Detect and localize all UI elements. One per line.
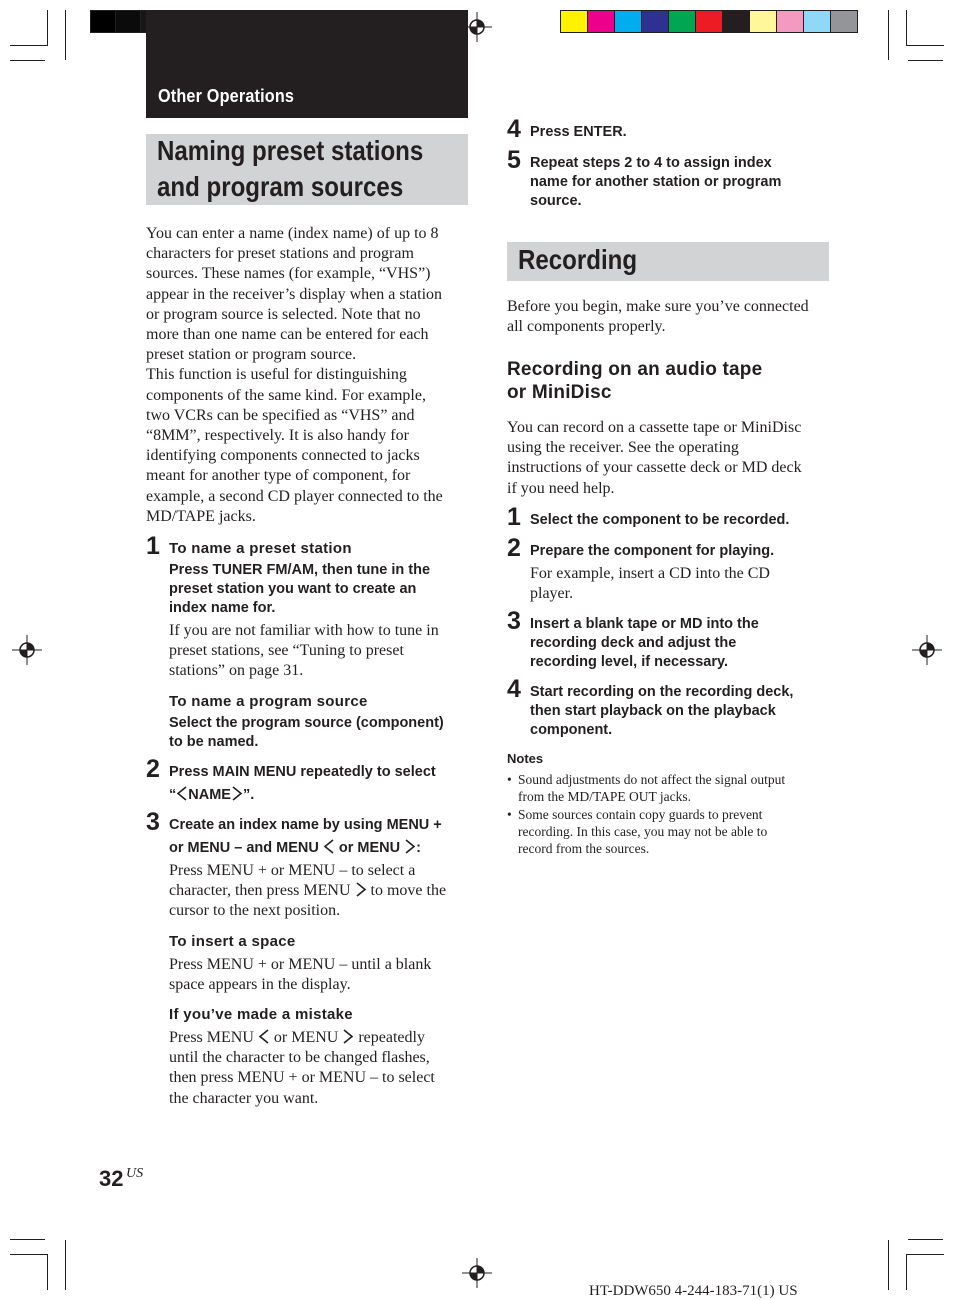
rec-step2-body (530, 564, 840, 604)
color-swatch (776, 10, 804, 33)
crop-mark (65, 10, 66, 60)
crop-mark (906, 1254, 907, 1290)
body-line: You can record on a cassette tape or MiniDisc (507, 419, 802, 436)
rec-step2-instruction: Prepare the component for playing. (530, 543, 775, 559)
crop-mark (907, 45, 944, 46)
crop-mark (47, 1254, 48, 1290)
rec-step3-instruction (530, 615, 840, 672)
body-part: repeatedly (358, 1029, 425, 1046)
arrow-right-icon (355, 882, 367, 897)
arrow-right-icon (404, 839, 416, 854)
crop-mark (906, 10, 907, 46)
intro-line: This function is useful for distinguishing (146, 366, 407, 384)
step-number: 1 (146, 532, 160, 560)
instruction-line (169, 839, 479, 858)
instruction-line: component. (530, 722, 613, 738)
intro-line: example, a second CD player connected to the (146, 487, 443, 505)
step2-instruction (169, 763, 479, 805)
crop-mark (10, 1239, 45, 1240)
body-line (169, 881, 479, 901)
step1-body (169, 621, 479, 682)
instruction-line: Select the program source (component) (169, 715, 444, 731)
instruction-line: Press TUNER FM/AM, then tune in the (169, 562, 431, 578)
color-swatch (830, 10, 858, 33)
crop-mark (908, 60, 943, 61)
intro-line: all components properly. (507, 318, 666, 336)
crop-mark (888, 10, 889, 60)
intro-line: MD/TAPE jacks. (146, 507, 256, 525)
instruction-line: Create an index name by using MENU + (169, 817, 442, 833)
notes-heading: Notes (507, 751, 544, 766)
note-item (507, 806, 818, 857)
intro-line: sources. These names (for example, “VHS”) (146, 265, 431, 283)
instruction-line: then start playback on the playback (530, 703, 776, 719)
arrow-left-icon (323, 839, 335, 854)
crop-mark (908, 1239, 943, 1240)
step3-instruction (169, 816, 479, 858)
step-number: 4 (507, 675, 521, 703)
body-line: For example, insert a CD into the CD (530, 565, 770, 582)
step1-heading2: To name a program source (169, 693, 368, 710)
step-number: 3 (146, 808, 160, 836)
crop-mark (65, 1240, 66, 1290)
instruction-line: source. (530, 193, 582, 209)
step1-instruction (169, 561, 479, 618)
recording-body (507, 418, 837, 499)
color-swatch (803, 10, 831, 33)
color-swatch (90, 10, 116, 33)
color-swatch (115, 10, 141, 33)
body-part: or MENU (273, 1029, 339, 1046)
intro-line: preset station or program source. (146, 346, 357, 364)
instruction-part: or MENU – and MENU (169, 840, 319, 856)
body-line: if you need help. (507, 479, 615, 497)
body-line: space appears in the display. (169, 976, 351, 994)
insert-space-heading: To insert a space (169, 933, 296, 950)
crop-mark (907, 1254, 944, 1255)
body-part: to move the (370, 882, 447, 900)
step-number: 1 (507, 503, 521, 531)
body-line: cursor to the next position. (169, 902, 341, 920)
registration-mark-icon (462, 1258, 492, 1288)
body-line: the character you want. (169, 1089, 319, 1107)
naming-title-line2: and program sources (157, 171, 404, 202)
color-swatch (641, 10, 669, 33)
arrow-left-icon (258, 1029, 270, 1044)
crop-mark (10, 1254, 47, 1255)
instruction-part: : (416, 840, 422, 856)
instruction-line: preset station you want to create an (169, 581, 417, 597)
insert-space-body (169, 955, 479, 995)
color-swatch (560, 10, 588, 33)
page-number-suffix: US (126, 1166, 144, 1181)
instruction-line: name for another station or program (530, 174, 782, 190)
naming-intro (146, 224, 476, 527)
step5-instruction (530, 154, 840, 211)
instruction-line: index name for. (169, 600, 276, 616)
note-item (507, 771, 818, 805)
step-number: 5 (507, 146, 521, 174)
instruction-line: Press MAIN MENU repeatedly to select (169, 764, 436, 780)
body-line: then press MENU + or MENU – to select (169, 1069, 435, 1087)
note-line: recording. In this case, you may not be able to (518, 824, 768, 839)
intro-line: more than one name can be entered for each (146, 326, 429, 344)
body-line: player. (530, 585, 574, 603)
page-number: 32 (99, 1166, 124, 1191)
step-number: 3 (507, 607, 521, 635)
step1-instruction2 (169, 714, 479, 752)
body-line: Press MENU + or MENU – to select a (169, 862, 416, 879)
step4-instruction: Press ENTER. (530, 124, 627, 140)
open-quote: “ (169, 787, 177, 803)
color-swatch (722, 10, 750, 33)
name-label: NAME (188, 787, 231, 803)
instruction-line: Insert a blank tape or MD into the (530, 616, 759, 632)
crop-mark (10, 45, 47, 46)
instruction-part: or MENU (338, 840, 401, 856)
recording-subhead (507, 358, 837, 404)
arrow-right-icon (342, 1029, 354, 1044)
bullet: • (507, 772, 512, 787)
instruction-line: to be named. (169, 734, 259, 750)
instruction-line: recording level, if necessary. (530, 654, 728, 670)
body-line: instructions of your cassette deck or MD deck (507, 459, 802, 477)
body-part: character, then press MENU (169, 882, 351, 900)
intro-line: or program source is selected. Note that no (146, 305, 421, 323)
body-part: Press MENU (169, 1029, 254, 1046)
crop-mark (888, 1240, 889, 1290)
intro-line: “8MM”, respectively. It is also handy for (146, 427, 409, 445)
arrow-left-icon (176, 786, 188, 801)
body-line: stations” on page 31. (169, 662, 304, 680)
subhead-line: or MiniDisc (507, 382, 612, 403)
intro-line: characters for preset stations and program (146, 245, 414, 263)
step1-heading: To name a preset station (169, 540, 352, 557)
instruction-line: recording deck and adjust the (530, 635, 737, 651)
instruction-line: Start recording on the recording deck, (530, 684, 794, 700)
color-swatch (668, 10, 696, 33)
rec-step4-instruction (530, 683, 840, 740)
mistake-body (169, 1028, 479, 1109)
section-label: Other Operations (158, 86, 295, 106)
crop-mark (47, 10, 48, 46)
body-line: until the character to be changed flashes, (169, 1049, 430, 1067)
color-swatch (749, 10, 777, 33)
arrow-right-icon (231, 786, 243, 801)
intro-line: appear in the receiver’s display when a station (146, 285, 443, 303)
intro-line: Before you begin, make sure you’ve connected (507, 298, 809, 315)
body-line (169, 1028, 479, 1048)
color-swatch (614, 10, 642, 33)
footer-model-code: HT-DDW650 4-244-183-71(1) US (589, 1283, 798, 1299)
step-number: 2 (507, 534, 521, 562)
intro-line: meant for another type of component, for (146, 467, 411, 485)
bullet: • (507, 807, 512, 822)
step3-body (169, 861, 479, 922)
rec-step1-instruction: Select the component to be recorded. (530, 512, 790, 528)
subhead-line: Recording on an audio tape (507, 359, 763, 380)
body-line: If you are not familiar with how to tune in (169, 622, 439, 639)
recording-title: Recording (518, 244, 638, 275)
intro-line: You can enter a name (index name) of up to 8 (146, 225, 439, 242)
note-line: from the MD/TAPE OUT jacks. (518, 789, 692, 804)
intro-line: identifying components connected to jacks (146, 447, 420, 465)
body-line: Press MENU + or MENU – until a blank (169, 956, 432, 973)
color-swatch (587, 10, 615, 33)
close-quote: ”. (242, 787, 255, 803)
instruction-line: Repeat steps 2 to 4 to assign index (530, 155, 772, 171)
registration-mark-icon (12, 635, 42, 665)
color-swatch (695, 10, 723, 33)
intro-line: components of the same kind. For example, (146, 386, 426, 404)
mistake-heading: If you’ve made a mistake (169, 1006, 353, 1023)
crop-mark (10, 60, 45, 61)
note-line: record from the sources. (518, 841, 650, 856)
note-line: Some sources contain copy guards to prevent (518, 807, 763, 822)
body-line: using the receiver. See the operating (507, 439, 739, 457)
note-line: Sound adjustments do not affect the signal output (518, 772, 786, 787)
naming-title-line1: Naming preset stations (157, 135, 424, 166)
instruction-line (169, 786, 479, 805)
intro-line: two VCRs can be specified as “VHS” and (146, 406, 415, 424)
body-line: preset stations, see “Tuning to preset (169, 642, 404, 660)
step-number: 2 (146, 755, 160, 783)
step-number: 4 (507, 115, 521, 143)
registration-mark-icon (912, 635, 942, 665)
recording-intro (507, 297, 837, 337)
